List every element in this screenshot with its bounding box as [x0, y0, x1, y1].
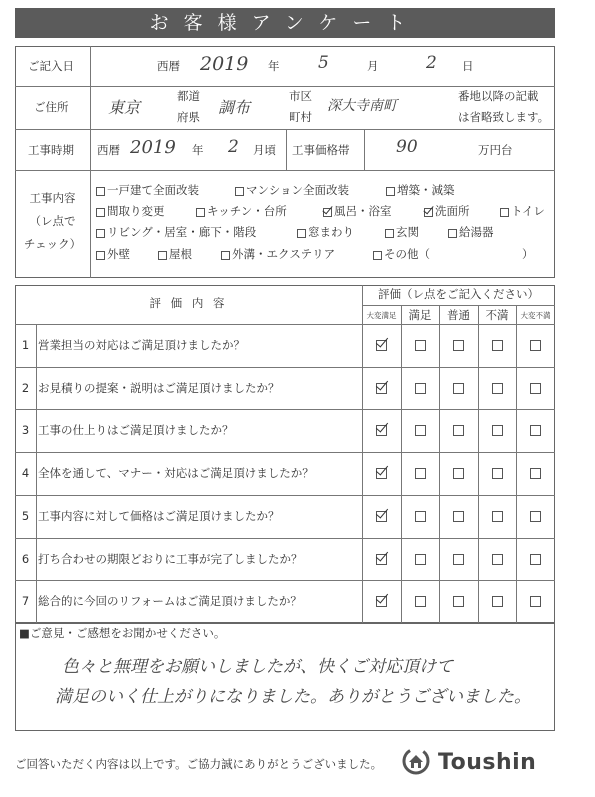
- period-month: 2: [228, 137, 239, 157]
- content-label-2: （レ点で: [29, 214, 76, 228]
- rating-checkbox[interactable]: [530, 340, 541, 351]
- eval-header-left: 評 価 内 容: [149, 296, 228, 310]
- date-day: 2: [426, 53, 437, 73]
- info-table: [15, 46, 555, 278]
- rating-checkbox[interactable]: [415, 425, 426, 436]
- price-value: 90: [396, 137, 418, 157]
- address-city: 調布: [218, 98, 251, 117]
- rating-checkbox[interactable]: [453, 468, 464, 479]
- rating-checkbox[interactable]: [492, 596, 503, 607]
- rating-checkbox[interactable]: [530, 383, 541, 394]
- rating-checkbox[interactable]: [376, 511, 387, 522]
- question-number: 5: [21, 508, 30, 523]
- comments-line-2: 満足のいく仕上がりになりました。ありがとうございました。: [55, 687, 531, 707]
- address-pref: 東京: [108, 98, 141, 117]
- question-text: 全体を通して、マナー・対応はご満足頂けましたか？: [38, 466, 314, 481]
- period-month-unit: 月頃: [253, 143, 276, 157]
- content-checkbox-label: トイレ: [511, 204, 545, 218]
- content-checkbox[interactable]: [448, 229, 457, 238]
- question-text: 工事の仕上りはご満足頂けましたか？: [38, 423, 234, 438]
- rating-checkbox[interactable]: [376, 468, 387, 479]
- content-checkbox[interactable]: [385, 229, 394, 238]
- content-checkbox[interactable]: [96, 208, 105, 217]
- scale-very-dissatisfied: 大変不満: [520, 311, 551, 320]
- question-number: 2: [21, 380, 30, 395]
- address-town: 深大寺南町: [327, 98, 397, 114]
- price-unit: 万円台: [478, 143, 513, 157]
- date-year: 2019: [200, 53, 249, 75]
- address-city-unit-1: 市区: [289, 89, 312, 103]
- content-label-1: 工事内容: [29, 191, 76, 205]
- comments-label: ■ご意見・ご感想をお聞かせください。: [19, 626, 226, 640]
- content-checkbox-label: 一戸建て全面改装: [107, 183, 199, 197]
- evaluation-table: [15, 285, 555, 623]
- rating-checkbox[interactable]: [453, 554, 464, 565]
- rating-checkbox[interactable]: [530, 596, 541, 607]
- content-checkbox-label: 洗面所: [435, 204, 470, 218]
- brand-logo: Toushin: [438, 750, 537, 775]
- content-checkbox[interactable]: [373, 251, 382, 260]
- rating-checkbox[interactable]: [415, 554, 426, 565]
- scale-satisfied: 満足: [408, 308, 432, 322]
- rating-checkbox[interactable]: [530, 511, 541, 522]
- scale-dissatisfied: 不満: [485, 308, 509, 322]
- content-checkbox-label: 玄関: [396, 225, 419, 239]
- question-number: 1: [21, 338, 30, 352]
- content-checkbox[interactable]: [96, 251, 105, 260]
- rating-checkbox[interactable]: [492, 468, 503, 479]
- rating-checkbox[interactable]: [453, 511, 464, 522]
- content-checkbox-label: 増築・減築: [397, 183, 455, 197]
- address-label: ご住所: [34, 100, 69, 114]
- content-checkbox-label: 風呂・浴室: [334, 204, 392, 218]
- rating-checkbox[interactable]: [376, 425, 387, 436]
- scale-neutral: 普通: [447, 308, 470, 322]
- rating-checkbox[interactable]: [376, 340, 387, 351]
- rating-checkbox[interactable]: [415, 468, 426, 479]
- content-checkbox[interactable]: [235, 187, 244, 196]
- scale-very-satisfied: 大変満足: [366, 311, 397, 320]
- rating-checkbox[interactable]: [492, 511, 503, 522]
- house-refresh-icon: [400, 745, 432, 777]
- footer-text: ご回答いただく内容は以上です。ご協力誠にありがとうございました。: [15, 757, 383, 771]
- rating-checkbox[interactable]: [415, 596, 426, 607]
- address-pref-unit-2: 府県: [177, 110, 200, 124]
- question-number: 7: [21, 594, 30, 609]
- rating-checkbox[interactable]: [530, 468, 541, 479]
- content-label-3: チェック）: [23, 237, 82, 251]
- period-era: 西暦: [97, 143, 120, 157]
- content-checkbox[interactable]: [386, 187, 395, 196]
- date-month-unit: 月: [367, 59, 379, 73]
- content-checkbox-label: その他（: [384, 247, 430, 261]
- content-checkbox-label: 外溝・エクステリア: [232, 247, 336, 261]
- content-checkbox[interactable]: [221, 251, 230, 260]
- rating-checkbox[interactable]: [530, 425, 541, 436]
- content-checkbox-label: 間取り変更: [107, 204, 165, 218]
- content-checkbox[interactable]: [297, 229, 306, 238]
- address-city-unit-2: 町村: [289, 110, 312, 124]
- content-checkbox-label: 窓まわり: [308, 225, 354, 239]
- content-checkbox-label: 外壁: [107, 247, 130, 261]
- date-year-unit: 年: [268, 59, 280, 73]
- question-text: 総合的に今回のリフォームはご満足頂けましたか？: [38, 594, 302, 609]
- rating-checkbox[interactable]: [530, 554, 541, 565]
- content-checkbox-label: リビング・居室・廊下・階段: [107, 225, 257, 239]
- date-era: 西暦: [157, 59, 180, 73]
- date-month: 5: [318, 53, 329, 73]
- other-close-paren: ）: [522, 247, 534, 261]
- rating-checkbox[interactable]: [453, 596, 464, 607]
- rating-checkbox[interactable]: [453, 425, 464, 436]
- rating-checkbox[interactable]: [492, 340, 503, 351]
- question-text: 工事内容に対して価格はご満足頂けましたか？: [38, 508, 280, 523]
- content-checkbox-label: 屋根: [169, 247, 192, 261]
- question-number: 6: [21, 551, 30, 566]
- content-checkbox[interactable]: [158, 251, 167, 260]
- period-label: 工事時期: [28, 143, 74, 157]
- rating-checkbox[interactable]: [376, 383, 387, 394]
- period-year: 2019: [130, 137, 176, 158]
- rating-checkbox[interactable]: [415, 511, 426, 522]
- date-day-unit: 日: [462, 59, 474, 73]
- content-checkbox[interactable]: [424, 208, 433, 217]
- address-pref-unit-1: 都道: [177, 89, 200, 103]
- question-number: 4: [21, 466, 30, 481]
- period-year-unit: 年: [192, 143, 204, 157]
- rating-checkbox[interactable]: [492, 383, 503, 394]
- question-number: 3: [21, 423, 30, 438]
- content-checkbox[interactable]: [196, 208, 205, 217]
- rating-checkbox[interactable]: [453, 383, 464, 394]
- question-text: 打ち合わせの期限どおりに工事が完了しましたか？: [38, 551, 303, 566]
- page-title: お客様アンケート: [15, 8, 555, 38]
- price-label: 工事価格帯: [292, 143, 350, 157]
- content-checkbox[interactable]: [323, 208, 332, 217]
- question-text: お見積りの提案・説明はご満足頂けましたか？: [38, 380, 280, 395]
- content-checkbox-label: マンション全面改装: [246, 183, 349, 197]
- rating-checkbox[interactable]: [453, 340, 464, 351]
- rating-checkbox[interactable]: [376, 554, 387, 565]
- rating-checkbox[interactable]: [415, 383, 426, 394]
- rating-checkbox[interactable]: [376, 596, 387, 607]
- comments-line-1: 色々と無理をお願いしましたが、快くご対応頂けて: [62, 657, 453, 677]
- eval-header-right: 評価（レ点をご記入ください）: [378, 287, 539, 301]
- rating-checkbox[interactable]: [415, 340, 426, 351]
- rating-checkbox[interactable]: [492, 554, 503, 565]
- content-checkbox[interactable]: [500, 208, 509, 217]
- date-label: ご記入日: [28, 59, 74, 73]
- content-checkbox[interactable]: [96, 229, 105, 238]
- rating-checkbox[interactable]: [492, 425, 503, 436]
- content-checkbox-label: キッチン・台所: [207, 204, 287, 218]
- address-note-2: は省略致します。: [458, 110, 550, 124]
- content-checkbox-label: 給湯器: [459, 225, 494, 239]
- question-text: 営業担当の対応はご満足頂けましたか？: [38, 338, 245, 352]
- address-note-1: 番地以降の記載: [458, 89, 539, 103]
- content-checkbox[interactable]: [96, 187, 105, 196]
